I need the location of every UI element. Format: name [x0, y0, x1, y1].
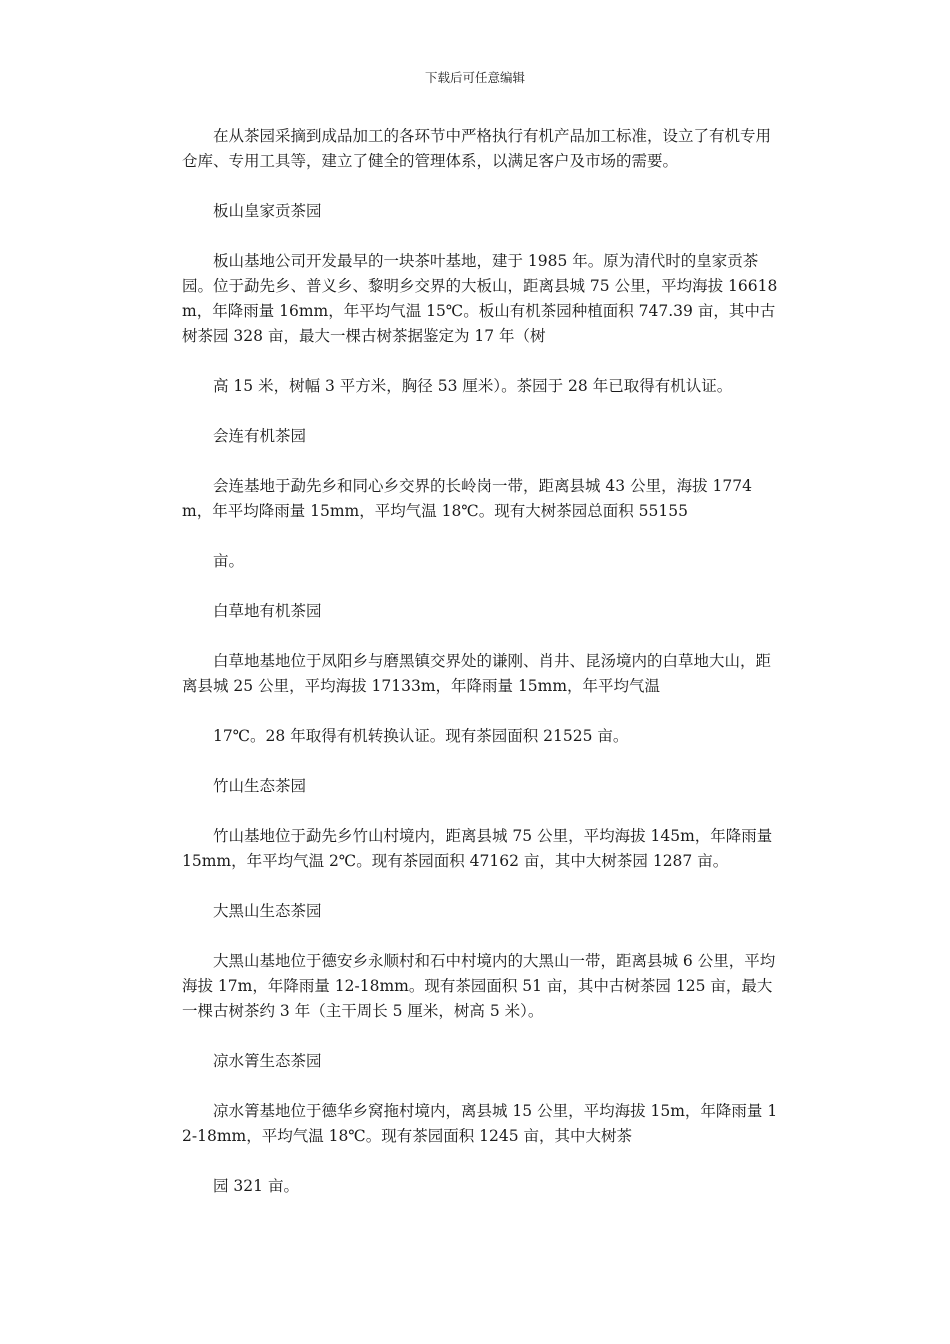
paragraph-daheishan: 大黑山基地位于德安乡永顺村和石中村境内的大黑山一带，距离县城 6 公里，平均海拔 17m，年降雨量 12-18mm。现有茶园面积 51 亩，其中古树茶园 125 亩，最大一棵古树茶约 3 年（主干周长 5 厘米，树高 5 米）。: [182, 952, 776, 1020]
section-heading-zhushan: 竹山生态茶园: [213, 777, 307, 795]
paragraph-liangshuijing: 凉水箐基地位于德华乡窝拖村境内，离县城 15 公里，平均海拔 15m，年降雨量 12-18mm，平均气温 18℃。现有茶园面积 1245 亩，其中大树茶: [182, 1102, 778, 1145]
paragraph-liangshuijing-cont: 园 321 亩。: [213, 1177, 299, 1195]
paragraph-zhushan: 竹山基地位于勐先乡竹山村境内，距离县城 75 公里，平均海拔 145m，年降雨量 15mm，年平均气温 2℃。现有茶园面积 47162 亩，其中大树茶园 1287 亩。: [182, 827, 778, 870]
section-heading-liangshuijing: 凉水箐生态茶园: [213, 1052, 322, 1070]
intro-paragraph: 在从茶园采摘到成品加工的各环节中严格执行有机产品加工标准，设立了有机专用仓库、专用工具等，建立了健全的管理体系，以满足客户及市场的需要。: [182, 127, 772, 170]
paragraph-banshan: 板山基地公司开发最早的一块茶叶基地，建于 1985 年。原为清代时的皇家贡茶园。位于勐先乡、普义乡、黎明乡交界的大板山，距离县城 75 公里，平均海拔 16618m，年降雨量 16mm，年平均气温 15℃。板山有机茶园种植面积 747.39 亩，其中古树茶园 328 亩，最大一棵古树茶据鉴定为 17 年（树: [182, 252, 778, 345]
paragraph-huilian: 会连基地于勐先乡和同心乡交界的长岭岗一带，距离县城 43 公里，海拔 1774m，年平均降雨量 15mm，平均气温 18℃。现有大树茶园总面积 55155: [182, 477, 752, 520]
paragraph-baicaodi: 白草地基地位于凤阳乡与磨黑镇交界处的谦刚、肖井、昆汤境内的白草地大山，距离县城 25 公里，平均海拔 17133m，年降雨量 15mm，年平均气温: [182, 652, 772, 695]
paragraph-banshan-cont: 高 15 米，树幅 3 平方米，胸径 53 厘米）。茶园于 28 年已取得有机认证。: [213, 377, 733, 395]
page-header: 下载后可任意编辑: [424, 70, 525, 85]
section-heading-daheishan: 大黑山生态茶园: [213, 902, 322, 920]
paragraph-baicaodi-cont: 17℃。28 年取得有机转换认证。现有茶园面积 21525 亩。: [213, 727, 629, 745]
section-heading-banshan: 板山皇家贡茶园: [213, 202, 322, 220]
section-heading-huilian: 会连有机茶园: [213, 427, 307, 445]
paragraph-huilian-cont: 亩。: [213, 552, 245, 570]
section-heading-baicaodi: 白草地有机茶园: [213, 602, 322, 620]
